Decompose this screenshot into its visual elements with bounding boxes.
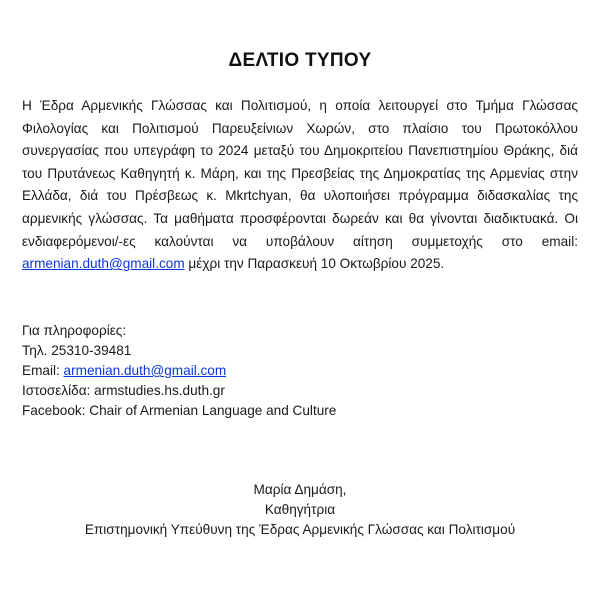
contact-email xyxy=(22,361,582,381)
body-paragraph xyxy=(22,95,578,276)
body-text-start: Η Έδρα Αρμενικής Γλώσσας και Πολιτισμού, η οποία λειτουργεί στο Τμήμα Γλώσσας Φιλολογίας και Πολιτισμού Παρευξείνιων Χωρών, στο πλαίσιο του Πρωτοκόλλου συνεργασίας που υπεγράφη το 2024 μεταξύ του Δημοκριτείου Πανεπιστημίου Θράκης, διά του Πρυτάνεως Καθηγητή κ. Μάρη, και της Πρεσβείας της Δημοκρατίας της Αρμενίας στην Ελλάδα, διά του Πρέσβεως κ. Mkrtchyan, θα υλοποιήσει πρόγραμμα διδασκαλίας της αρμενικής γλώσσας. Τα μαθήματα προσφέρονται δωρεάν και θα γίνονται διαδικτυακά. Οι ενδιαφερόμενοι/-ες καλούνται να υποβάλουν αίτηση συμμετοχής στο email: xyxy=(22,98,578,249)
page-title: ΔΕΛΤΙΟ ΤΥΠΟΥ xyxy=(228,50,372,71)
signature-name: Μαρία Δημάση, xyxy=(253,482,347,497)
signature-position: Καθηγήτρια xyxy=(264,502,336,517)
contact-info xyxy=(22,321,582,421)
contact-website: Ιστοσελίδα: armstudies.hs.duth.gr xyxy=(22,383,225,398)
contact-email-label: Email: xyxy=(22,363,64,378)
contact-facebook: Facebook: Chair of Armenian Language and Culture xyxy=(22,403,337,418)
body-text-end: μέχρι την Παρασκευή 10 Οκτωβρίου 2025. xyxy=(184,256,445,272)
body-email-link[interactable]: armenian.duth@gmail.com xyxy=(22,256,185,272)
contact-email-link[interactable]: armenian.duth@gmail.com xyxy=(63,363,227,378)
contact-phone: Τηλ. 25310-39481 xyxy=(22,343,132,358)
signature-block xyxy=(0,480,600,540)
contacts-heading: Για πληροφορίες: xyxy=(22,323,127,338)
signature-role: Επιστημονική Υπεύθυνη της Έδρας Αρμενικής Γλώσσας και Πολιτισμού xyxy=(84,522,516,537)
